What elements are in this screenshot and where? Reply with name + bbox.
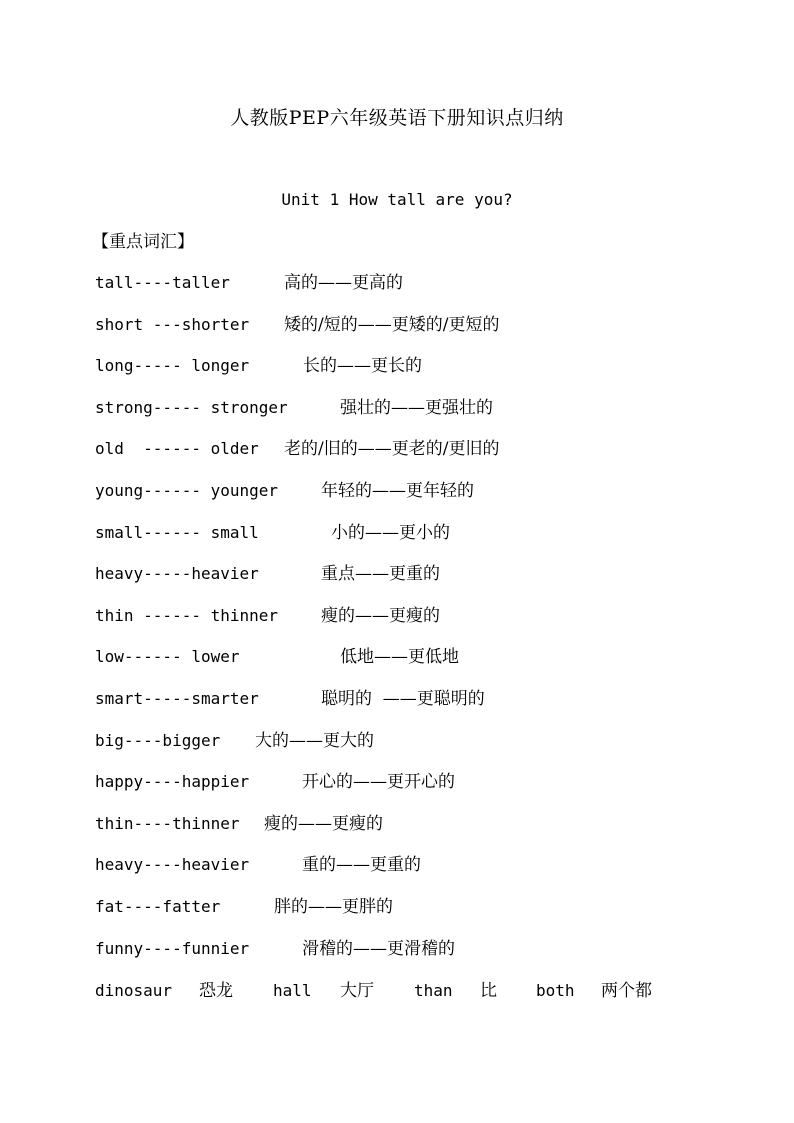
vocab-chinese: 重点——更重的 bbox=[321, 564, 440, 585]
vocab-english: old ------ older bbox=[95, 439, 259, 459]
vocab-chinese: 低地——更低地 bbox=[340, 647, 459, 668]
vocab-chinese: 大厅 bbox=[340, 981, 374, 1001]
section-heading: 【重点词汇】 bbox=[92, 232, 194, 252]
vocab-row bbox=[95, 895, 755, 937]
vocab-row-misc bbox=[95, 979, 715, 1003]
vocab-english: happy----happier bbox=[95, 772, 250, 792]
unit-title: Unit 1 How tall are you? bbox=[281, 190, 513, 209]
vocab-chinese: 比 bbox=[480, 981, 497, 1001]
vocab-chinese: 恐龙 bbox=[199, 981, 233, 1001]
vocab-row bbox=[95, 354, 755, 396]
vocab-english: long----- longer bbox=[95, 356, 250, 376]
vocab-english: heavy----heavier bbox=[95, 855, 250, 875]
vocab-list bbox=[95, 271, 755, 978]
vocab-chinese: 年轻的——更年轻的 bbox=[321, 480, 474, 501]
vocab-english: than bbox=[414, 981, 453, 1000]
vocab-chinese: 开心的——更开心的 bbox=[302, 772, 455, 793]
vocab-chinese: 两个都 bbox=[601, 981, 652, 1001]
vocab-english: tall----taller bbox=[95, 273, 230, 292]
vocab-row bbox=[95, 271, 755, 313]
vocab-chinese: 瘦的——更瘦的 bbox=[321, 605, 440, 626]
vocab-english: dinosaur bbox=[95, 981, 173, 1000]
vocab-english: low------ lower bbox=[95, 647, 240, 667]
vocab-english: thin----thinner bbox=[95, 813, 240, 833]
vocab-row bbox=[95, 313, 755, 355]
vocab-english: funny----funnier bbox=[95, 938, 250, 958]
vocab-row bbox=[95, 521, 755, 563]
vocab-english: short ---shorter bbox=[95, 314, 250, 334]
vocab-chinese: 长的——更长的 bbox=[303, 356, 422, 377]
vocab-chinese: 老的/旧的——更老的/更旧的 bbox=[284, 439, 500, 460]
vocab-english: strong----- stronger bbox=[95, 397, 288, 417]
vocab-english: small------ small bbox=[95, 522, 259, 542]
vocab-row bbox=[95, 479, 755, 521]
vocab-row bbox=[95, 437, 755, 479]
vocab-row bbox=[95, 396, 755, 438]
vocab-english: heavy-----heavier bbox=[95, 564, 259, 584]
vocab-row bbox=[95, 687, 755, 729]
vocab-english: young------ younger bbox=[95, 480, 279, 500]
vocab-row bbox=[95, 729, 755, 771]
vocab-english: both bbox=[536, 981, 575, 1000]
vocab-chinese: 重的——更重的 bbox=[302, 855, 421, 876]
vocab-chinese: 瘦的——更瘦的 bbox=[264, 813, 383, 834]
vocab-row bbox=[95, 562, 755, 604]
vocab-english: thin ------ thinner bbox=[95, 605, 279, 625]
vocab-row bbox=[95, 937, 755, 979]
vocab-row bbox=[95, 604, 755, 646]
vocab-row bbox=[95, 812, 755, 854]
vocab-english: hall bbox=[273, 981, 312, 1000]
document-title: 人教版PEP六年级英语下册知识点归纳 bbox=[230, 107, 564, 129]
vocab-row bbox=[95, 645, 755, 687]
vocab-chinese: 小的——更小的 bbox=[331, 522, 450, 543]
vocab-chinese: 矮的/短的——更矮的/更短的 bbox=[284, 314, 500, 335]
vocab-chinese: 高的——更高的 bbox=[284, 273, 403, 293]
vocab-chinese: 强壮的——更强壮的 bbox=[340, 397, 493, 418]
vocab-row bbox=[95, 770, 755, 812]
vocab-english: big----bigger bbox=[95, 730, 221, 750]
vocab-english: smart-----smarter bbox=[95, 688, 259, 708]
vocab-row bbox=[95, 853, 755, 895]
vocab-chinese: 聪明的 ——更聪明的 bbox=[321, 688, 485, 709]
vocab-chinese: 滑稽的——更滑稽的 bbox=[302, 938, 455, 959]
vocab-english: fat----fatter bbox=[95, 896, 221, 916]
vocab-chinese: 胖的——更胖的 bbox=[274, 896, 393, 917]
vocab-chinese: 大的——更大的 bbox=[255, 730, 374, 751]
